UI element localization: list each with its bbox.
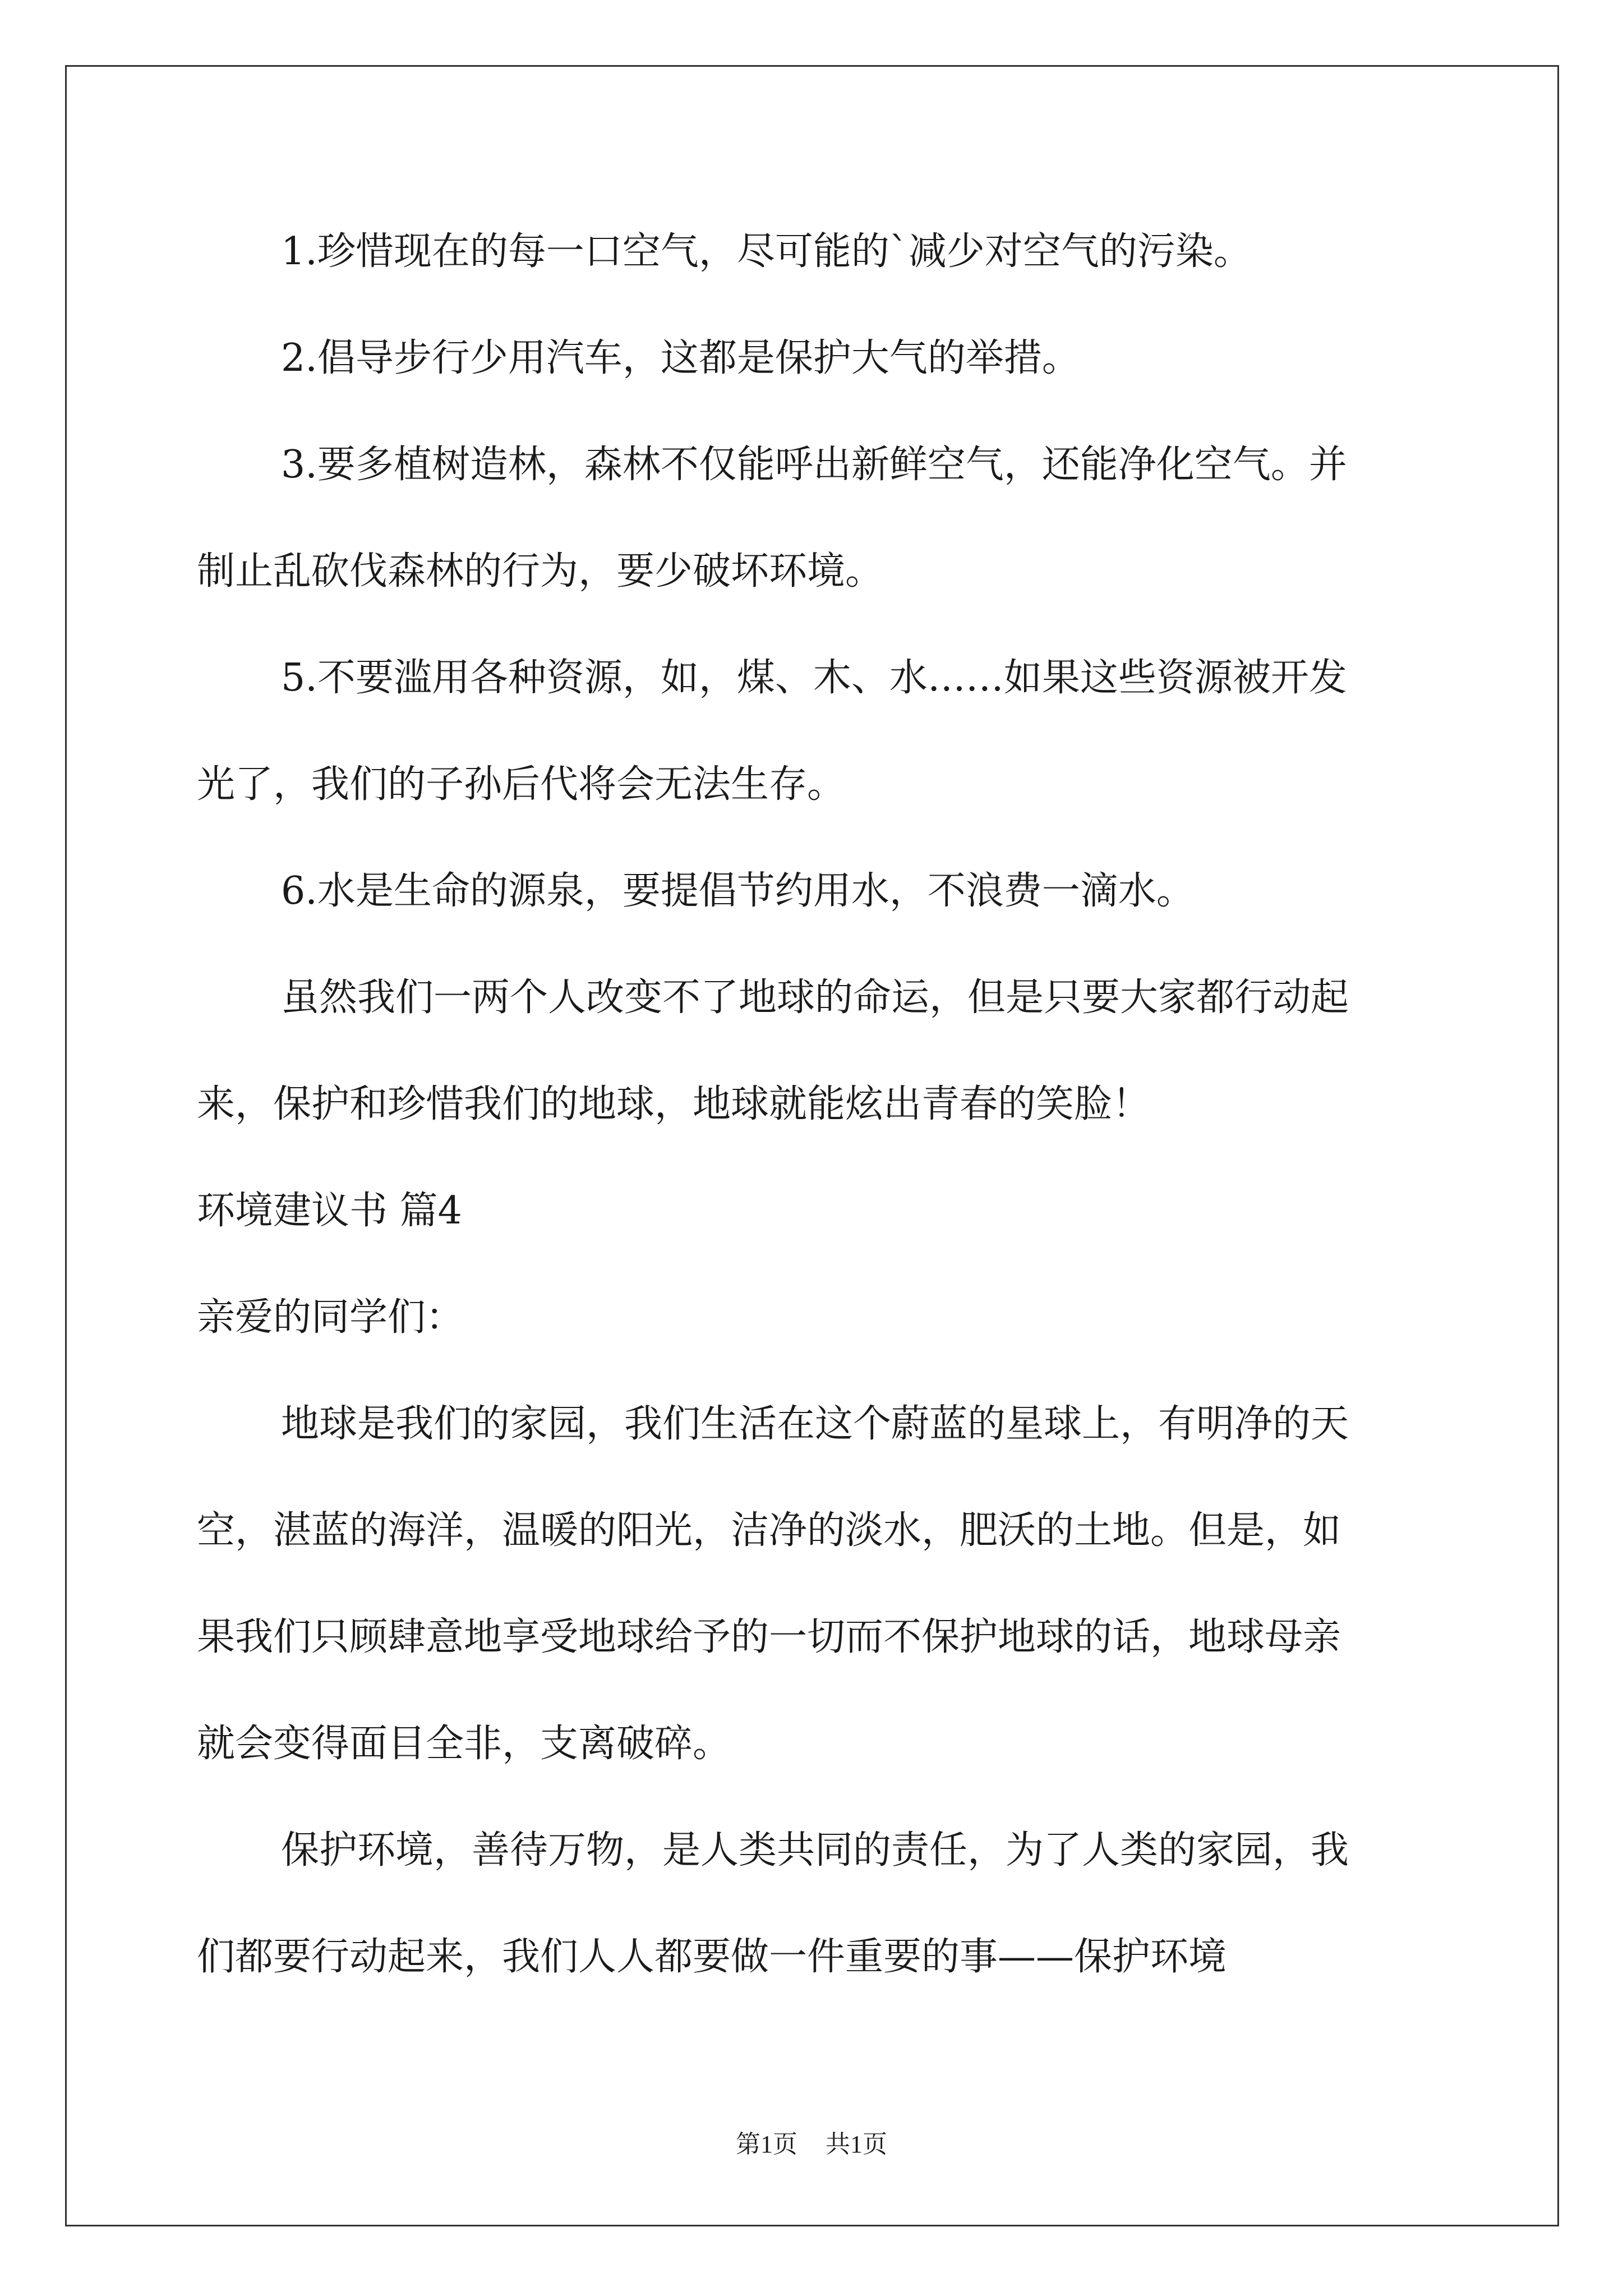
page-border [65,65,1559,2226]
paragraph-2-line-2: 们都要行动起来，我们人人都要做一件重要的事——保护环境 [197,1935,1227,1979]
page-number-current: 第1页 [736,2131,797,2158]
closing-paragraph: 虽然我们一两个人改变不了地球的命运，但是只要大家都行动起 [281,976,1349,1020]
list-item-3-continuation: 制止乱砍伐森林的行为，要少破坏环境。 [197,549,884,593]
list-item-6: 6.水是生命的源泉，要提倡节约用水，不浪费一滴水。 [281,869,1195,913]
paragraph-2-line-1: 保护环境，善待万物，是人类共同的责任，为了人类的家园，我 [281,1828,1349,1872]
closing-paragraph-continuation: 来，保护和珍惜我们的地球，地球就能炫出青春的笑脸！ [197,1082,1151,1126]
paragraph-1-line-2: 空，湛蓝的海洋，温暖的阳光，洁净的淡水，肥沃的土地。但是，如 [197,1508,1341,1553]
page-footer [0,2132,1623,2157]
paragraph-1-line-1: 地球是我们的家园，我们生活在这个蔚蓝的星球上，有明净的天 [281,1402,1349,1446]
section-heading: 环境建议书 篇4 [197,1189,462,1233]
list-item-2: 2.倡导步行少用汽车，这都是保护大气的举措。 [281,336,1080,380]
page-number-total: 共1页 [826,2131,887,2158]
list-item-5: 5.不要滥用各种资源，如，煤、木、水……如果这些资源被开发 [281,656,1347,700]
paragraph-1-line-3: 果我们只顾肆意地享受地球给予的一切而不保护地球的话，地球母亲 [197,1615,1341,1659]
salutation: 亲爱的同学们： [197,1295,464,1340]
list-item-3: 3.要多植树造林，森林不仅能呼出新鲜空气，还能净化空气。并 [281,443,1347,487]
paragraph-1-line-4: 就会变得面目全非，支离破碎。 [197,1722,731,1766]
list-item-1: 1.珍惜现在的每一口空气，尽可能的`减少对空气的污染。 [281,229,1252,274]
list-item-5-continuation: 光了，我们的子孙后代将会无法生存。 [197,762,846,807]
